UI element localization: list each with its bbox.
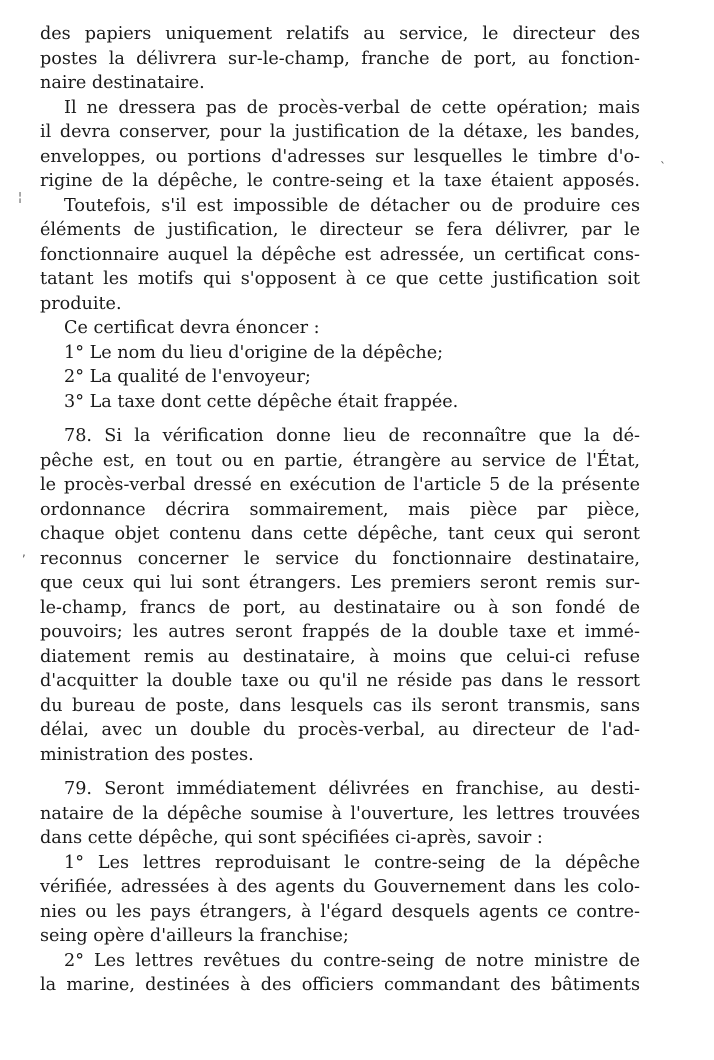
text-line: éléments de justification, le directeur se fera délivrer, par le [40, 220, 640, 240]
text-line: le procès-verbal dressé en exécution de l'article 5 de la présente [40, 475, 640, 495]
margin-mark: ¦ [18, 190, 23, 204]
text-line: pêche est, en tout ou en partie, étrangère au service de l'État, [40, 450, 640, 471]
text-line: chaque objet contenu dans cette dépêche, tant ceux qui seront [40, 524, 640, 544]
text-line: des papiers uniquement relatifs au service, le directeur des [40, 24, 640, 44]
list-item: 2° Les lettres revêtues du contre-seing de notre ministre de [64, 950, 640, 971]
text-line: ministration des postes. [40, 744, 254, 765]
list-item: 2° La qualité de l'envoyeur; [64, 367, 311, 387]
margin-mark: , [22, 545, 26, 559]
text-line: délai, avec un double du procès-verbal, au directeur de l'ad- [40, 720, 640, 740]
text-line: postes la délivrera sur-le-champ, franche de port, au fonction- [40, 48, 640, 69]
text-line: diatement remis au destinataire, à moins que celui-ci refuse [40, 646, 640, 667]
text-line: produite. [40, 293, 122, 314]
text-line: vérifiée, adressées à des agents du Gouvernement dans les colo- [40, 877, 640, 897]
text-line: naire destinataire. [40, 73, 205, 93]
text-line: Ce certificat devra énoncer : [64, 318, 320, 338]
text-line: nataire de la dépêche soumise à l'ouverture, les lettres trouvées [40, 803, 640, 824]
text-line: fonctionnaire auquel la dépêche est adressée, un certificat cons- [40, 244, 640, 265]
text-line: enveloppes, ou portions d'adresses sur lesquelles le timbre d'o- [40, 146, 640, 167]
article-78-start: 78. Si la vérification donne lieu de reconnaître que la dé- [64, 426, 640, 446]
list-item: 1° Le nom du lieu d'origine de la dépêche; [64, 342, 444, 363]
text-line: dans cette dépêche, qui sont spécifiées ci-après, savoir : [40, 828, 543, 848]
text-line: du bureau de poste, dans lesquels cas ils seront transmis, sans [40, 695, 640, 716]
text-line: nies ou les pays étrangers, à l'égard desquels agents ce contre- [40, 901, 640, 922]
text-line: seing opère d'ailleurs la franchise; [40, 926, 349, 946]
text-line: tatant les motifs qui s'opposent à ce que cette justification soit [40, 269, 640, 289]
text-line: reconnus concerner le service du fonctionnaire destinataire, [40, 548, 640, 569]
text-line: la marine, destinées à des officiers commandant des bâtiments [40, 975, 640, 995]
list-item: 1° Les lettres reproduisant le contre-seing de la dépêche [64, 852, 640, 873]
margin-mark: ˋ [660, 160, 666, 174]
text-line: le-champ, francs de port, au destinataire ou à son fondé de [40, 597, 640, 618]
text-line: Toutefois, s'il est impossible de détacher ou de produire ces [64, 195, 640, 216]
text-line: d'acquitter la double taxe ou qu'il ne réside pas dans le ressort [40, 671, 640, 691]
list-item: 3° La taxe dont cette dépêche était frappée. [64, 391, 459, 412]
text-line: rigine de la dépêche, le contre-seing et la taxe étaient apposés. [40, 171, 640, 191]
text-line: pouvoirs; les autres seront frappés de la double taxe et immé- [40, 622, 640, 642]
text-line: il devra conserver, pour la justification de la détaxe, les bandes, [40, 122, 640, 142]
text-line: Il ne dressera pas de procès-verbal de cette opération; mais [64, 97, 640, 118]
text-line: que ceux qui lui sont étrangers. Les premiers seront remis sur- [40, 573, 640, 593]
article-79-start: 79. Seront immédiatement délivrées en franchise, au desti- [64, 779, 640, 799]
document-page [40, 22, 640, 998]
text-line: ordonnance décrira sommairement, mais pièce par pièce, [40, 499, 640, 520]
